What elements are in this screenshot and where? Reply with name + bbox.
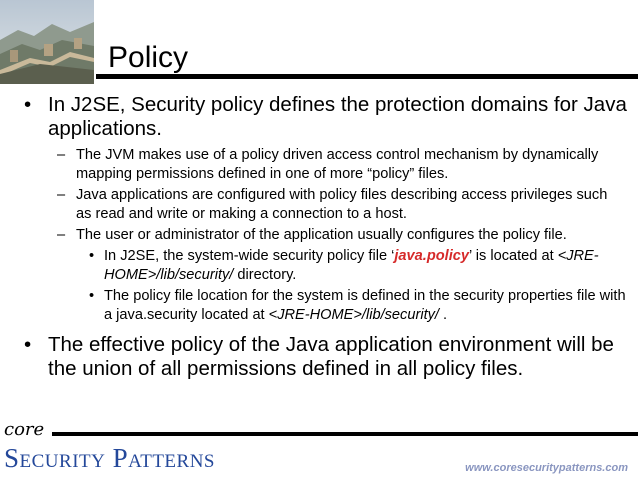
bullet-text: The effective policy of the Java application environment will be the union of all permissions defined in all policy files. [48,333,614,380]
jre-path: <JRE-HOME>/lib/security/ [268,307,439,323]
logo-text: Security Patterns [4,443,216,473]
bullet-level3 [0,287,638,325]
bullet-text: The user or administrator of the application usually configures the policy file. [76,227,567,243]
bullet-level2 [0,226,638,245]
bullet-level1 [0,93,638,141]
footer-url: www.coresecuritypatterns.com [465,462,628,474]
slide-title: Policy [108,41,189,74]
bullet-text: In J2SE, Security policy defines the protection domains for Java applications. [48,93,627,140]
dash-icon: – [57,227,66,243]
dash-icon: – [57,187,66,203]
great-wall-photo [0,0,94,84]
logo-security-patterns [4,443,215,473]
bullet-dot-icon: • [24,93,32,116]
bullet-dot-icon: • [24,333,32,356]
bullet-text-before: The policy file location for the system is defined in the security properties file with a java.security located at [104,288,626,323]
bullet-text-after: directory. [233,267,297,283]
logo-core-text: core [4,419,45,440]
bullet-text-after: . [438,307,448,323]
bullet-text-middle: ’ is located at [469,248,558,264]
slide-content [0,93,638,386]
bullet-text: Java applications are configured with policy files describing access privileges such as read and write or making a connection to a host. [76,187,608,222]
bullet-level2 [0,186,638,224]
dash-icon: – [57,147,66,163]
bullet-text: The JVM makes use of a policy driven access control mechanism by dynamically mapping permissions defined in one of more “policy” files. [76,147,599,182]
title-underline [96,74,638,79]
policy-file-highlight: java.policy [394,248,469,264]
bullet-dot-icon: • [89,248,95,264]
footer-rule [52,432,638,436]
bullet-dot-icon: • [89,288,95,304]
jre-path: <JRE-HOME>/lib/security/ [104,248,599,283]
bullet-level1 [0,333,638,381]
bullet-level3 [0,247,638,285]
bullet-level2 [0,146,638,184]
bullet-text-before: In J2SE, the system-wide security policy file ‘ [104,248,395,264]
